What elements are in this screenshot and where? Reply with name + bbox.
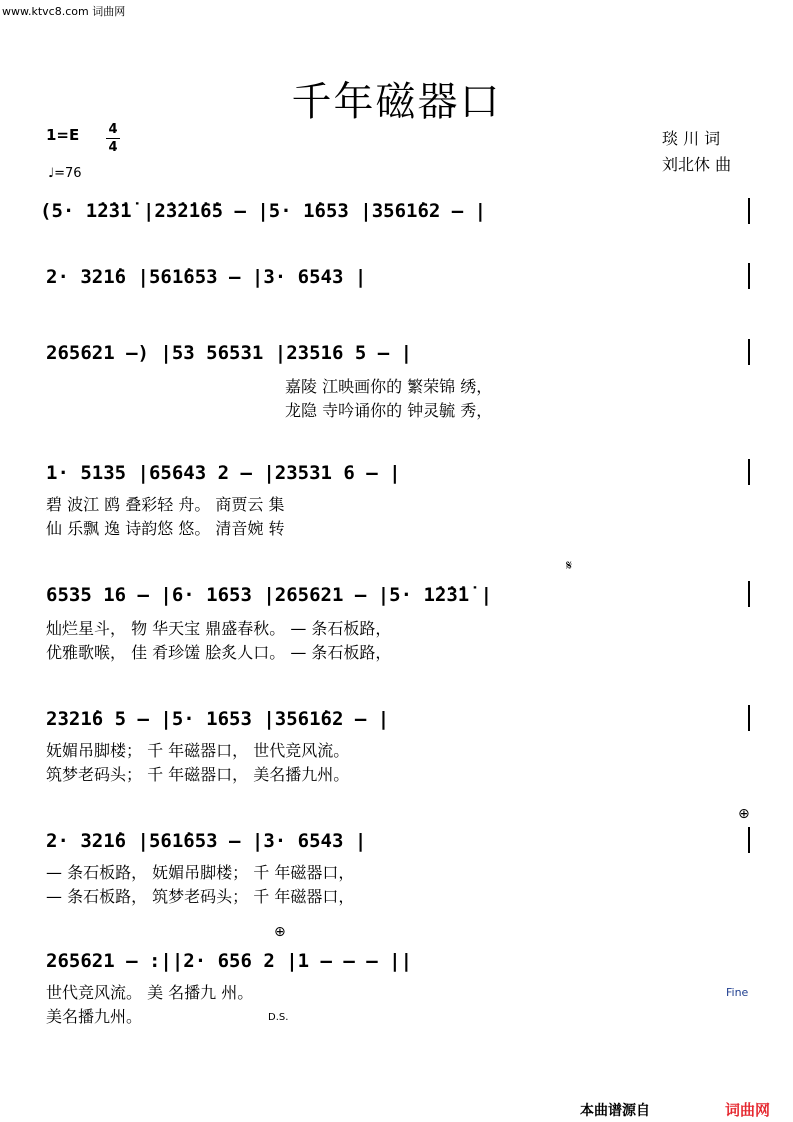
lyric-row6-verse1: 妩媚吊脚楼； 千 年磁器口， 世代竞风流。	[46, 741, 350, 760]
barline-row2-end	[748, 263, 750, 289]
notation-row-6: 2321̇6 5 – |5· 1653 |3561̇62 – |	[46, 708, 390, 730]
notation-row-7: 2· 321̇6 |561̇653 – |3· 6543 |	[46, 830, 367, 852]
notation-row-5: 6535 16 – |6· 1653 |265621 – |5· 1̇2̇3̇1̇ |	[46, 584, 493, 606]
time-numerator: 4	[108, 122, 118, 137]
time-signature	[104, 122, 122, 155]
composer-credit: 刘北休 曲	[662, 155, 732, 174]
lyric-row7-verse2: — 条石板路， 筑梦老码头； 千 年磁器口，	[46, 887, 355, 906]
lyric-row8-verse1: 世代竞风流。 美 名播九 州。	[46, 983, 254, 1002]
song-title: 千年磁器口	[291, 79, 502, 125]
fine-mark: Fine	[726, 986, 749, 999]
lyric-row4-verse2: 仙 乐飘 逸 诗韵悠 悠。 清音婉 转	[46, 519, 285, 538]
lyricist-credit: 琰 川 词	[662, 129, 721, 148]
source-label: 本曲谱源自	[580, 1103, 650, 1119]
barline-row5-end	[748, 581, 750, 607]
time-divider	[106, 138, 120, 139]
notation-row-4: 1· 5135 |65643 2 – |23531 6 – |	[46, 462, 401, 484]
lyric-row5-verse2: 优雅歌喉， 佳 肴珍馐 脍炙人口。 — 条石板路，	[46, 643, 392, 662]
site-url[interactable]: www.ktvc8.com 词曲网	[2, 5, 126, 18]
barline-row1-end	[748, 198, 750, 224]
time-denominator: 4	[108, 140, 118, 155]
notation-row-1: (5· 1̇2̇3̇1̇ |2̇3̇2̇1̇6̇5 – |5· 1̇653 |3561̇62 – |	[40, 200, 487, 222]
barline-row7-end	[748, 827, 750, 853]
dal-segno-mark: D.S.	[268, 1012, 289, 1023]
barline-row6-end	[748, 705, 750, 731]
key-signature: 1=E	[46, 126, 80, 144]
lyric-row3-verse1: 嘉陵 江映画你的 繁荣锦 绣，	[285, 377, 493, 396]
lyric-row8-verse2: 美名播九州。	[46, 1007, 143, 1026]
notation-row-2: 2· 321̇6 |561̇653 – |3· 6543 |	[46, 266, 367, 288]
notation-row-8: 265621 – :||2· 656 2 |1 – – – ||	[46, 950, 413, 972]
tempo-marking: ♩=76	[48, 166, 82, 181]
lyric-row5-verse1: 灿烂星斗， 物 华天宝 鼎盛春秋。 — 条石板路，	[46, 619, 392, 638]
lyric-row4-verse1: 碧 波江 鸥 叠彩轻 舟。 商贾云 集	[46, 495, 285, 514]
lyric-row3-verse2: 龙隐 寺吟诵你的 钟灵毓 秀，	[285, 401, 493, 420]
site-logo[interactable]: 词曲网	[725, 1101, 771, 1119]
coda-icon-repeat: ⊕	[274, 924, 286, 940]
barline-row4-end	[748, 459, 750, 485]
coda-icon: ⊕	[738, 806, 750, 822]
segno-icon: 𝄋	[566, 558, 573, 574]
notation-row-3: 265621 –) |53 56531 |23516 5 – |	[46, 342, 413, 364]
barline-row3-end	[748, 339, 750, 365]
lyric-row7-verse1: — 条石板路， 妩媚吊脚楼； 千 年磁器口，	[46, 863, 355, 882]
lyric-row6-verse2: 筑梦老码头； 千 年磁器口， 美名播九州。	[46, 765, 350, 784]
